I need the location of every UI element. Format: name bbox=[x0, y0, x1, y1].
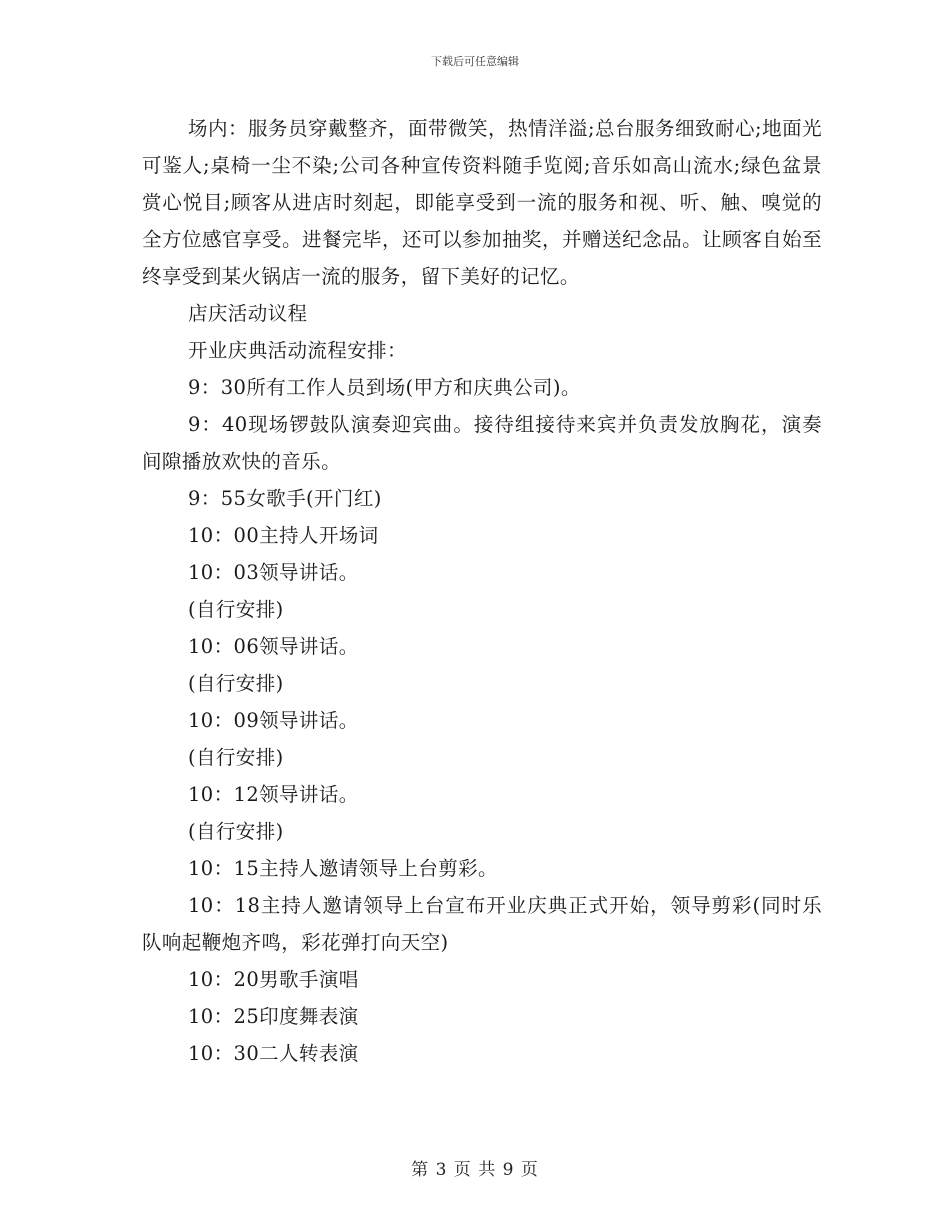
schedule-item: 10：20男歌手演唱 bbox=[188, 968, 359, 991]
page-header-note: 下载后可任意编辑 bbox=[431, 55, 519, 68]
schedule-item: 9：30所有工作人员到场(甲方和庆典公司)。 bbox=[188, 376, 581, 399]
schedule-note: (自行安排) bbox=[188, 672, 284, 695]
document-body bbox=[142, 110, 822, 1072]
schedule-title: 开业庆典活动流程安排： bbox=[188, 339, 407, 362]
schedule-item: 10：09领导讲话。 bbox=[188, 709, 359, 732]
schedule-item: 9：40现场锣鼓队演奏迎宾曲。接待组接待来宾并负责发放胸花，演奏间隙播放欢快的音乐。 bbox=[142, 413, 822, 473]
schedule-item: 10：06领导讲话。 bbox=[188, 635, 359, 658]
schedule-item: 10：25印度舞表演 bbox=[188, 1005, 359, 1028]
schedule-note: (自行安排) bbox=[188, 598, 284, 621]
paragraph-intro: 场内：服务员穿戴整齐，面带微笑，热情洋溢;总台服务细致耐心;地面光可鉴人;桌椅一尘不染;公司各种宣传资料随手览阅;音乐如高山流水;绿色盆景赏心悦目;顾客从进店时刻起，即能享受到一流的服务和视、听、触、嗅觉的全方位感官享受。进餐完毕，还可以参加抽奖，并赠送纪念品。让顾客自始至终享受到某火锅店一流的服务，留下美好的记忆。 bbox=[142, 117, 822, 288]
schedule-item: 10：00主持人开场词 bbox=[188, 524, 379, 547]
schedule-note: (自行安排) bbox=[188, 820, 284, 843]
section-heading: 店庆活动议程 bbox=[188, 302, 308, 325]
schedule-item: 10：30二人转表演 bbox=[188, 1042, 359, 1065]
schedule-item: 9：55女歌手(开门红) bbox=[188, 487, 382, 510]
schedule-item: 10：12领导讲话。 bbox=[188, 783, 359, 806]
schedule-item: 10：03领导讲话。 bbox=[188, 561, 359, 584]
page-number: 第 3 页 共 9 页 bbox=[411, 1160, 539, 1180]
schedule-note: (自行安排) bbox=[188, 746, 284, 769]
schedule-item: 10：18主持人邀请领导上台宣布开业庆典正式开始，领导剪彩(同时乐队响起鞭炮齐鸣，彩花弹打向天空) bbox=[142, 894, 822, 954]
schedule-item: 10：15主持人邀请领导上台剪彩。 bbox=[188, 857, 498, 880]
